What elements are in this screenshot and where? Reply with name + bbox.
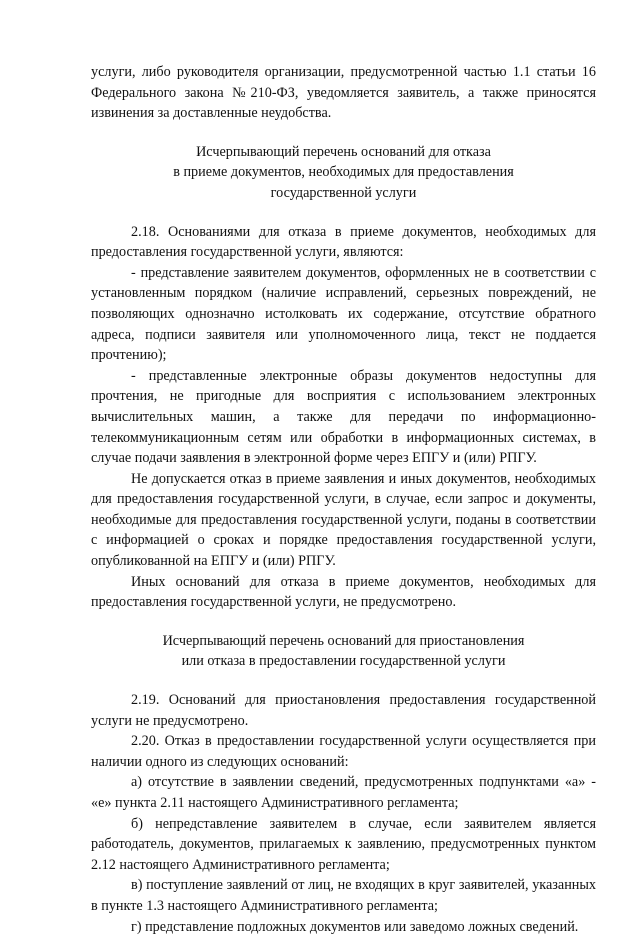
heading-line: Исчерпывающий перечень оснований для отказа — [196, 143, 491, 160]
paragraph-2-20-item-c: в) поступление заявлений от лиц, не входящих в круг заявителей, указанных в пункте 1.3 настоящего Административного регламента; — [91, 877, 596, 914]
paragraph-2-20-item-a: а) отсутствие в заявлении сведений, предусмотренных подпунктами «а» - «е» пункта 2.11 настоящего Административного регламента; — [91, 774, 596, 811]
paragraph-2-18-item-b: - представленные электронные образы документов недоступны для прочтения, не пригодные для восприятия с использованием электронных вычислительных машин, а также для передачи по информационно-телекоммуникационным сетям или обработки в информационных системах, в случае подачи заявления в электронной форме через ЕПГУ и (или) РПГУ. — [91, 367, 596, 467]
paragraph-not-allowed: Не допускается отказ в приеме заявления и иных документов, необходимых для предоставления государственной услуги, в случае, если запрос и документы, необходимые для предоставления государственной услуги, поданы в соответствии с информацией о сроках и порядке предоставления государственной услуги, опубликованной на ЕПГУ и (или) РПГУ. — [91, 470, 596, 570]
document-page — [91, 62, 596, 937]
section-heading-refusal-acceptance — [91, 142, 596, 204]
heading-line: Исчерпывающий перечень оснований для приостановления — [162, 632, 525, 649]
intro-paragraph: услуги, либо руководителя организации, предусмотренной частью 1.1 статьи 16 Федерального закона №210-ФЗ, уведомляется заявитель, а также приносятся извинения за доставленные неудобства. — [91, 64, 596, 122]
heading-line: в приеме документов, необходимых для предоставления — [173, 164, 514, 181]
paragraph-2-20: 2.20. Отказ в предоставлении государственной услуги осуществляется при наличии одного из следующих оснований: — [91, 733, 596, 770]
paragraph-2-19: 2.19. Оснований для приостановления предоставления государственной услуги не предусмотрено. — [91, 692, 596, 729]
paragraph-2-20-item-d: г) представление подложных документов или заведомо ложных сведений. — [131, 918, 579, 935]
section-heading-suspension — [91, 631, 596, 672]
heading-line: государственной услуги — [270, 184, 417, 201]
paragraph-2-18: 2.18. Основаниями для отказа в приеме документов, необходимых для предоставления государственной услуги, являются: — [91, 223, 596, 261]
paragraph-other-grounds: Иных оснований для отказа в приеме документов, необходимых для предоставления государственной услуги, не предусмотрено. — [91, 573, 596, 611]
paragraph-2-20-item-b: б) непредставление заявителем в случае, если заявителем является работодатель, документов, прилагаемых к заявлению, предусмотренных пунктом 2.12 настоящего Административного регламента; — [91, 815, 596, 873]
paragraph-2-18-item-a: - представление заявителем документов, оформленных не в соответствии с установленным порядком (наличие исправлений, серьезных повреждений, не позволяющих однозначно истолковать их содержание, отсутствие обратного адреса, подписи заявителя или уполномоченного лица, текст не поддается прочтению); — [91, 264, 596, 364]
heading-line: или отказа в предоставлении государственной услуги — [181, 653, 506, 670]
